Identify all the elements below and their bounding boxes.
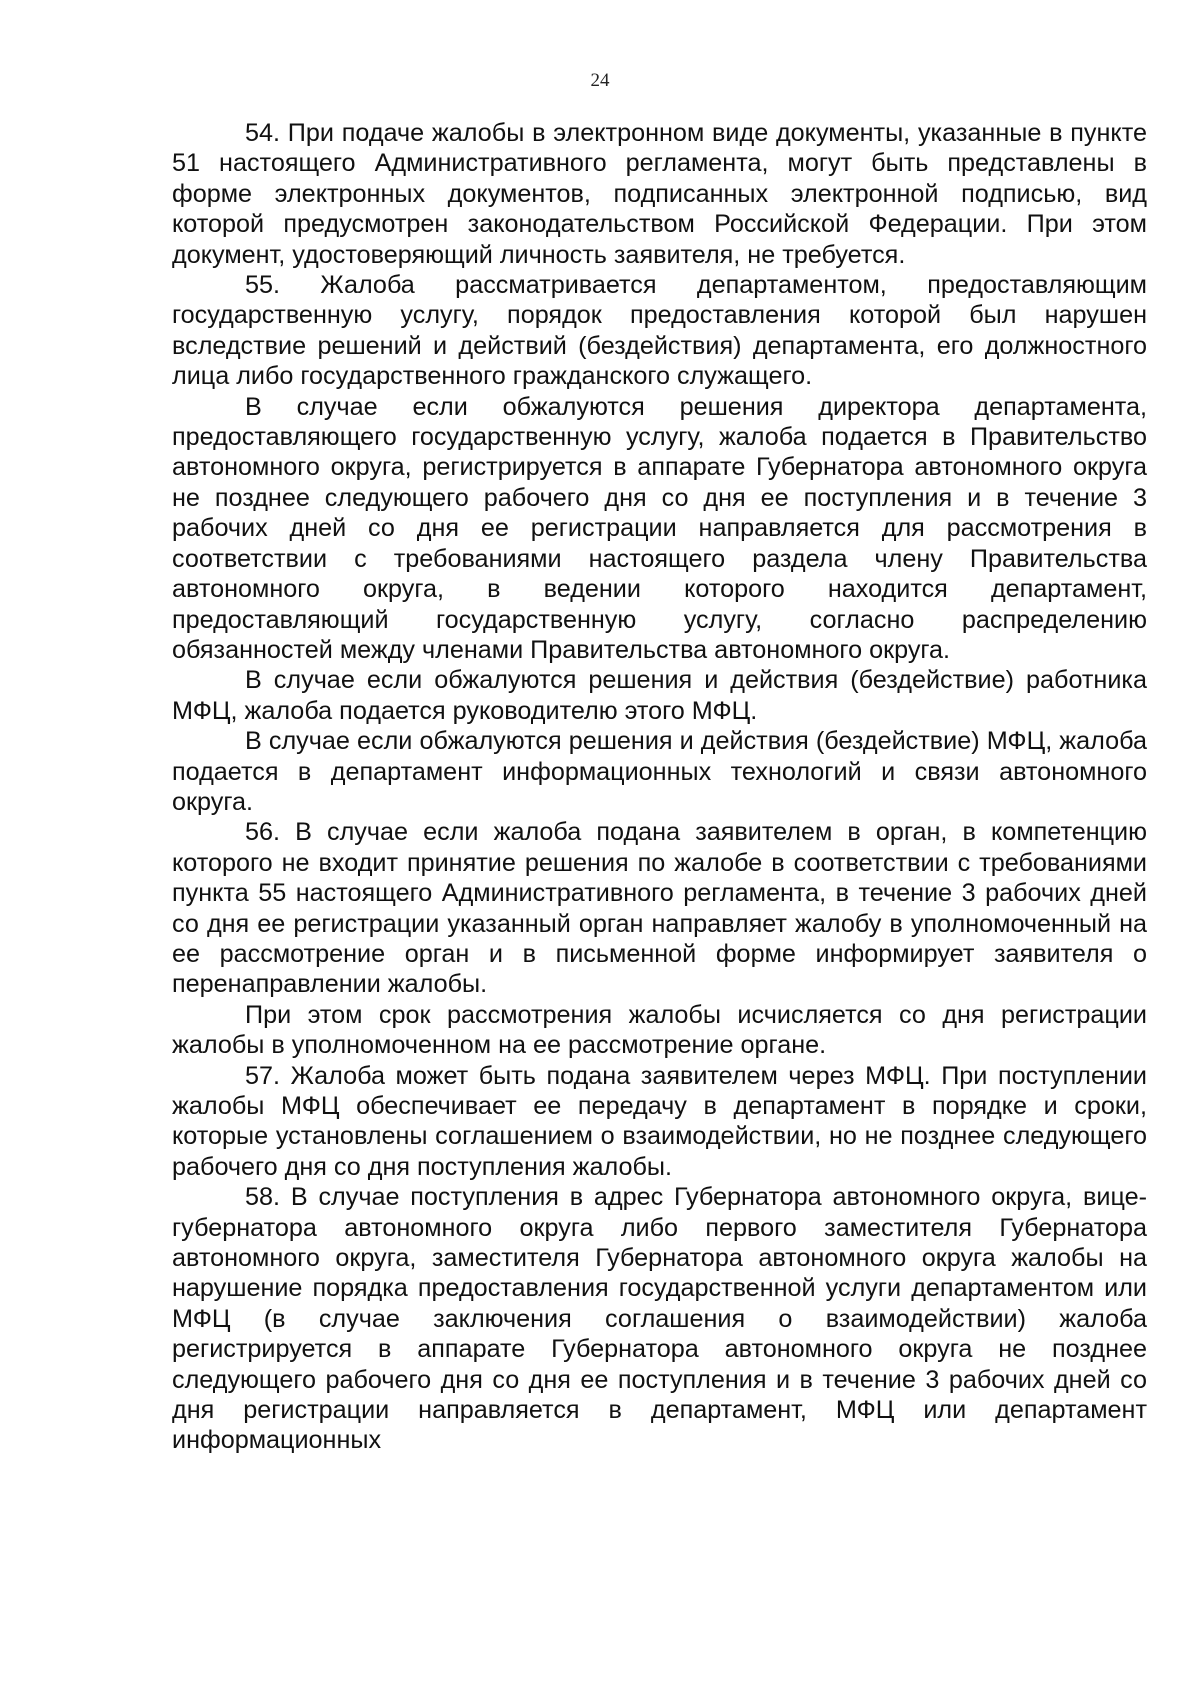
page-number: 24	[590, 70, 610, 91]
paragraph-55-mfc-employee-appeal: В случае если обжалуются решения и действия (бездействие) работника МФЦ, жалоба подается руководителю этого МФЦ.	[172, 666, 1147, 725]
paragraph-56: 56. В случае если жалоба подана заявителем в орган, в компетенцию которого не входит принятие решения по жалобе в соответствии с требованиями пункта 55 настоящего Административного регламента, в течение 3 рабочих дней со дня ее регистрации указанный орган направляет жалобу в уполномоченный на ее рассмотрение орган и в письменной форме информирует заявителя о перенаправлении жалобы.	[172, 818, 1147, 999]
paragraph-57: 57. Жалоба может быть подана заявителем через МФЦ. При поступлении жалобы МФЦ обеспечивает ее передачу в департамент в порядке и сроки, которые установлены соглашением о взаимодействии, но не позднее следующего рабочего дня со дня поступления жалобы.	[172, 1061, 1147, 1181]
paragraph-58: 58. В случае поступления в адрес Губернатора автономного округа, вице-губернатора автономного округа либо первого заместителя Губернатора автономного округа, заместителя Губернатора автономного округа жалобы на нарушение порядка предоставления государственной услуги департаментом или МФЦ (в случае заключения соглашения о взаимодействии) жалоба регистрируется в аппарате Губернатора автономного округа не позднее следующего рабочего дня со дня ее поступления и в течение 3 рабочих дней со дня регистрации направляется в департамент, МФЦ или департамент информационных	[172, 1183, 1147, 1455]
document-body	[172, 118, 1147, 1456]
paragraph-56-term: При этом срок рассмотрения жалобы исчисляется со дня регистрации жалобы в уполномоченном на ее рассмотрение органе.	[172, 1000, 1147, 1060]
paragraph-55-director-appeal: В случае если обжалуются решения директора департамента, предоставляющего государственную услугу, жалоба подается в Правительство автономного округа, регистрируется в аппарате Губернатора автономного округа не позднее следующего рабочего дня со дня ее поступления и в течение 3 рабочих дней со дня ее регистрации направляется для рассмотрения в соответствии с требованиями настоящего раздела члену Правительства автономного округа, в ведении которого находится департамент, предоставляющий государственную услугу, согласно распределению обязанностей между членами Правительства автономного округа.	[172, 392, 1147, 664]
paragraph-55: 55. Жалоба рассматривается департаментом, предоставляющим государственную услугу, порядок предоставления которой был нарушен вследствие решений и действий (бездействия) департамента, его должностного лица либо государственного гражданского служащего.	[172, 271, 1147, 391]
paragraph-54: 54. При подаче жалобы в электронном виде документы, указанные в пункте 51 настоящего Административного регламента, могут быть представлены в форме электронных документов, подписанных электронной подписью, вид которой предусмотрен законодательством Российской Федерации. При этом документ, удостоверяющий личность заявителя, не требуется.	[172, 119, 1147, 269]
paragraph-55-mfc-appeal: В случае если обжалуются решения и действия (бездействие) МФЦ, жалоба подается в департамент информационных технологий и связи автономного округа.	[172, 727, 1147, 816]
